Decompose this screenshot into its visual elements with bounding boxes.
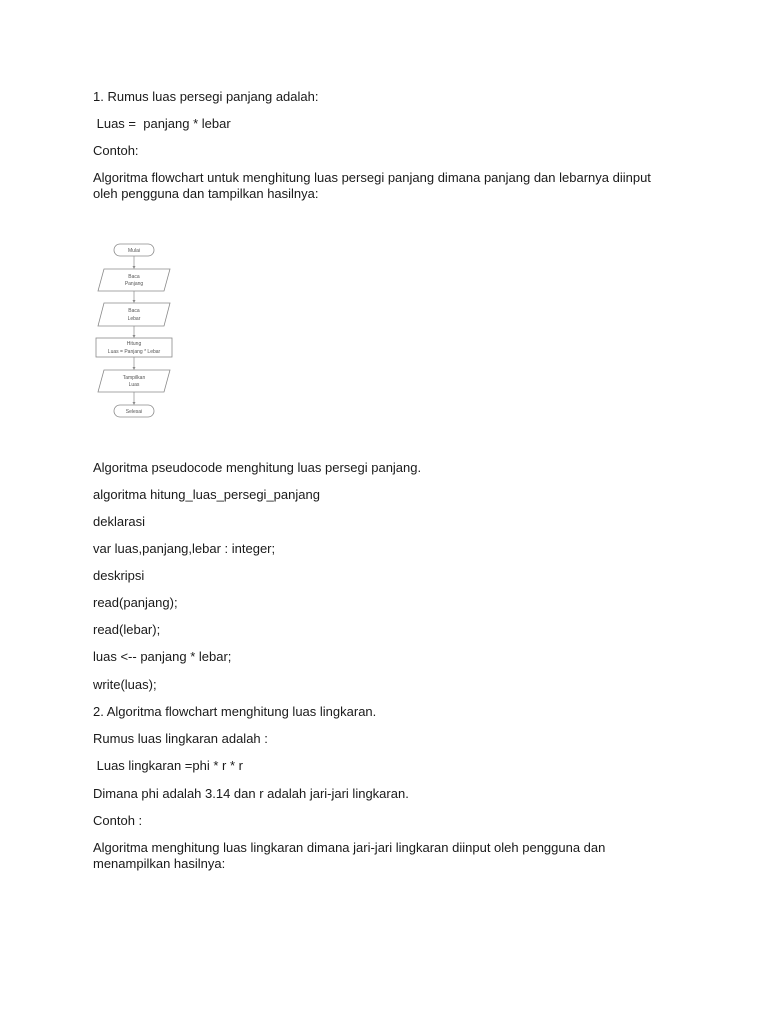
flow-arrowhead-2 (133, 300, 136, 303)
section2-formula: Luas lingkaran =phi * r * r (93, 758, 243, 773)
flow-show-shape (98, 370, 170, 392)
section2-formula-label: Rumus luas lingkaran adalah : (93, 731, 268, 746)
flow-read-width-label-1: Baca (128, 308, 140, 314)
flow-read-length-shape (98, 269, 170, 291)
flow-read-width-shape (98, 303, 170, 326)
pseudocode-line: deklarasi (93, 514, 146, 529)
section2-note: Dimana phi adalah 3.14 dan r adalah jari-jari lingkaran. (93, 786, 409, 801)
section2-example-label: Contoh : (93, 813, 143, 828)
flow-start-label: Mulai (128, 248, 140, 254)
section1-heading: 1. Rumus luas persegi panjang adalah: (93, 89, 319, 104)
pseudocode-line: luas <-- panjang * lebar; (93, 649, 232, 664)
section2-description: Algoritma menghitung luas lingkaran dimana jari-jari lingkaran diinput oleh pengguna dan menampilkan hasilnya: (93, 840, 606, 871)
flow-compute-label-2: Luas = Panjang * Lebar (107, 349, 161, 355)
flow-end-label: Selesai (125, 409, 143, 415)
flowchart-diagram (94, 240, 176, 425)
flow-read-length-label-1: Baca (128, 274, 140, 280)
flow-show-label-1: Tampilkan (122, 375, 146, 381)
flow-arrowhead-4 (133, 367, 136, 370)
pseudocode-line: algoritma hitung_luas_persegi_panjang (93, 487, 320, 502)
flow-compute-label-1: Hitung (126, 341, 142, 347)
flow-read-length-label-2: Panjang (124, 281, 144, 287)
flow-arrowhead-3 (133, 335, 136, 338)
flow-read-width-label-2: Lebar (127, 316, 141, 322)
flow-arrowhead-5 (133, 402, 136, 405)
pseudocode-line: read(panjang); (93, 595, 178, 610)
pseudocode-line: write(luas); (93, 677, 157, 692)
section1-description: Algoritma flowchart untuk menghitung luas persegi panjang dimana panjang dan lebarnya diinput oleh pengguna dan tampilkan hasilnya: (93, 170, 651, 201)
section1-example-label: Contoh: (93, 143, 139, 158)
pseudocode-intro: Algoritma pseudocode menghitung luas persegi panjang. (93, 460, 422, 475)
section1-formula: Luas = panjang * lebar (93, 116, 231, 131)
flow-show-label-2: Luas (128, 382, 140, 388)
pseudocode-line: read(lebar); (93, 622, 161, 637)
pseudocode-line: var luas,panjang,lebar : integer; (93, 541, 276, 556)
flow-arrowhead-1 (133, 266, 136, 269)
pseudocode-line: deskripsi (93, 568, 145, 583)
section2-heading: 2. Algoritma flowchart menghitung luas lingkaran. (93, 704, 377, 719)
